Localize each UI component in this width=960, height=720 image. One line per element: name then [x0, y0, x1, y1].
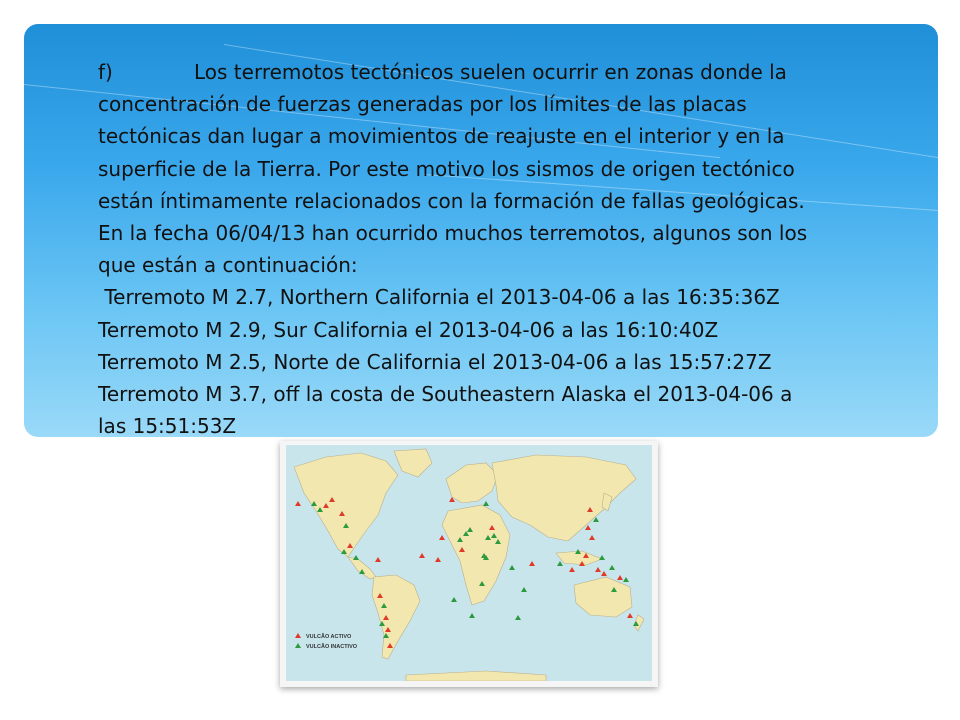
paragraph-line-4: superficie de la Tierra. Por este motivo los sismos de origen tectónico — [98, 156, 795, 181]
paragraph-line-3: tectónicas dan lugar a movimientos de reajuste en el interior y en la — [98, 124, 785, 149]
earthquake-line-2: Terremoto M 2.9, Sur California el 2013-04-06 a las 16:10:40Z — [98, 317, 719, 342]
legend-inactive-label: VULCÃO INACTIVO — [306, 644, 358, 650]
item-label: f) — [98, 60, 113, 84]
paragraph-line-6: En la fecha 06/04/13 han ocurrido muchos terremotos, algunos son los — [98, 221, 808, 246]
paragraph-line-2: concentración de fuerzas generadas por los límites de las placas — [98, 92, 747, 117]
slide-text — [98, 56, 898, 442]
map-svg — [286, 445, 652, 681]
legend-active-label: VULCÃO ACTIVO — [306, 634, 352, 640]
earthquake-line-1: Terremoto M 2.7, Northern California el 2013-04-06 a las 16:35:36Z — [98, 285, 780, 310]
paragraph-line-1: f) Los terremotos tectónicos suelen ocurrir en zonas donde la — [98, 56, 898, 88]
world-volcano-map — [280, 441, 658, 687]
earthquake-line-3: Terremoto M 2.5, Norte de California el 2013-04-06 a las 15:57:27Z — [98, 349, 772, 374]
paragraph-line-7: que están a continuación: — [98, 253, 358, 278]
paragraph-line-5: están íntimamente relacionados con la formación de fallas geológicas. — [98, 188, 805, 213]
earthquake-line-4: Terremoto M 3.7, off la costa de Southeastern Alaska el 2013-04-06 a — [98, 382, 793, 407]
earthquake-line-5: las 15:51:53Z — [98, 414, 237, 439]
